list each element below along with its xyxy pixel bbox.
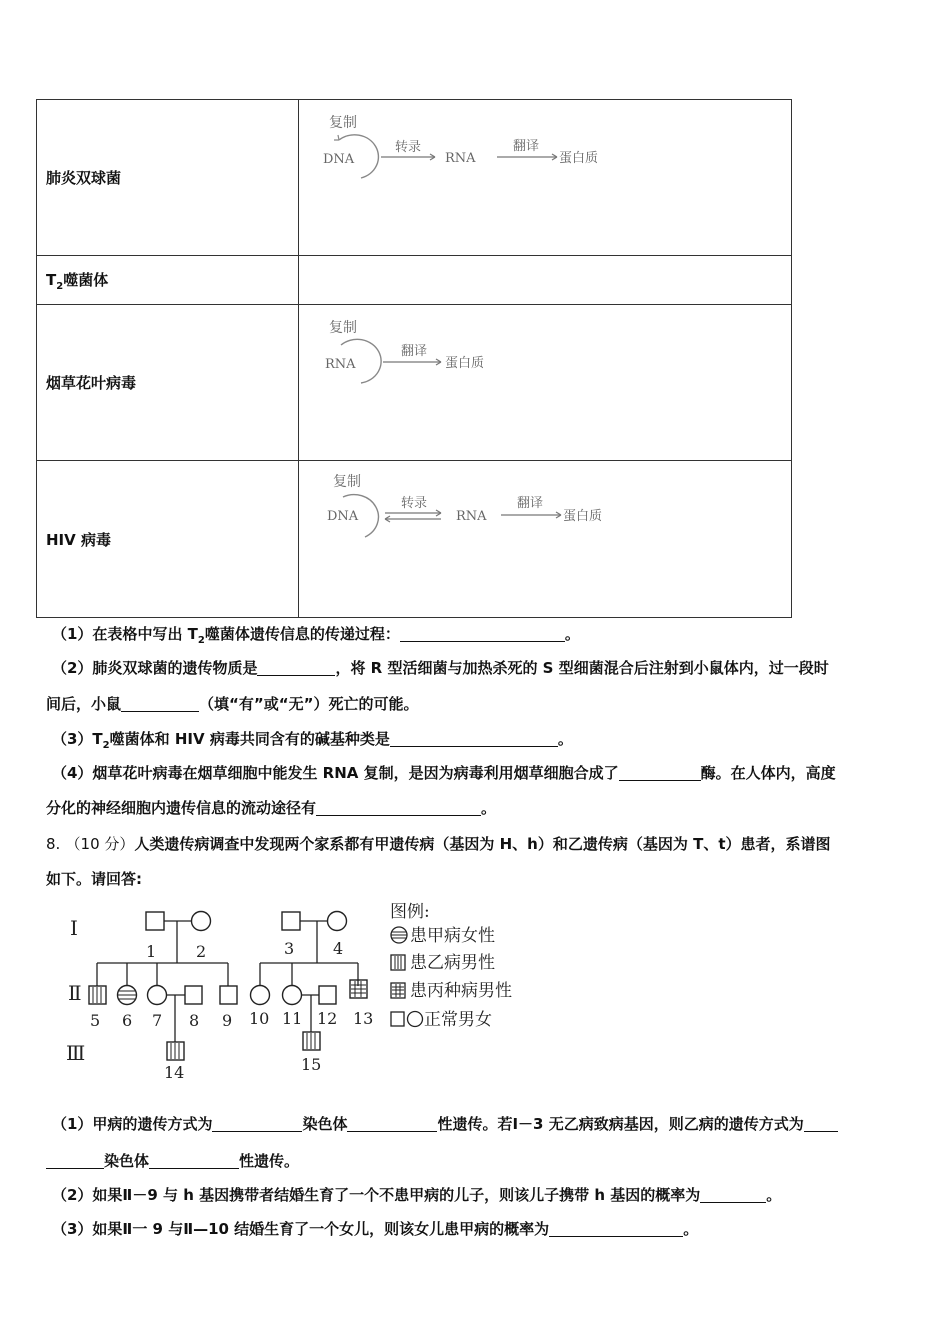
- individual-8: [185, 986, 202, 1004]
- q8-sub2: （2）如果Ⅱ－9 与 h 基因携带者结婚生育了一个不患甲病的儿子，则该儿子携带 h 基因的概率为 。: [52, 1186, 782, 1204]
- legend-item-4: 正常男女: [424, 1010, 492, 1030]
- id-7: 7: [152, 1011, 163, 1030]
- t2-diagram-empty-cell[interactable]: [299, 256, 792, 305]
- transcribe-label: 转录: [401, 496, 428, 511]
- answer-blank[interactable]: [149, 1153, 239, 1169]
- id-9: 9: [222, 1011, 233, 1030]
- copy-label: 复制: [333, 474, 361, 490]
- q8-stem: 8. （10 分）人类遗传病调查中发现两个家系都有甲遗传病（基因为 H、h）和乙遗传病（基因为 T、t）患者，系谱图: [46, 835, 831, 853]
- individual-7: [148, 986, 167, 1005]
- translate-label: 翻译: [517, 496, 544, 511]
- flow-diagram: [299, 100, 802, 256]
- q7-sub4: （4）烟草花叶病毒在烟草细胞中能发生 RNA 复制，是因为病毒利用烟草细胞合成了 酶。在人体内，高度: [52, 764, 836, 782]
- id-3: 3: [284, 939, 295, 958]
- gen-label-3: Ⅲ: [66, 1041, 86, 1065]
- diagram-pneumococcus: [299, 100, 792, 256]
- individual-12: [319, 986, 336, 1004]
- id-6: 6: [122, 1011, 133, 1030]
- row-label-hiv: HIV 病毒: [37, 461, 299, 618]
- legend-title: 图例:: [390, 902, 430, 922]
- individual-9: [220, 986, 237, 1004]
- translate-label: 翻译: [513, 139, 540, 154]
- diagram-tmv: [299, 305, 792, 461]
- copy-label: 复制: [329, 320, 357, 336]
- answer-blank[interactable]: [257, 660, 335, 676]
- q7-sub1: （1）在表格中写出 $T_2$噬菌体遗传信息的传递过程： 。: [52, 625, 580, 646]
- individual-10: [251, 986, 270, 1005]
- id-4: 4: [333, 939, 344, 958]
- id-10: 10: [249, 1009, 270, 1028]
- id-2: 2: [196, 942, 207, 961]
- id-1: 1: [146, 942, 157, 961]
- id-11: 11: [282, 1009, 303, 1028]
- q8-stem-cont: 如下。请回答:: [46, 870, 142, 888]
- q8-sub1-cont: 染色体 性遗传。: [46, 1150, 299, 1171]
- node-protein: 蛋白质: [445, 356, 485, 371]
- answer-blank[interactable]: [347, 1116, 437, 1132]
- answer-blank[interactable]: [212, 1116, 302, 1132]
- individual-11: [283, 986, 302, 1005]
- node-rna: RNA: [445, 151, 476, 166]
- row-label-t2-phage: $T_2$噬菌体: [37, 256, 299, 305]
- q7-sub2-cont: 间后，小鼠 （填“有”或“无”）死亡的可能。: [46, 695, 419, 713]
- genetic-info-table: [36, 99, 792, 618]
- row-label-tmv: 烟草花叶病毒: [37, 305, 299, 461]
- id-5: 5: [90, 1011, 101, 1030]
- answer-blank[interactable]: [700, 1187, 766, 1203]
- answer-blank[interactable]: [619, 765, 701, 781]
- q8-sub3: （3）如果Ⅱ一 9 与Ⅱ—10 结婚生育了一个女儿，则该女儿患甲病的概率为 。: [52, 1220, 699, 1238]
- flow-diagram: [299, 461, 802, 618]
- pedigree-chart: [60, 900, 540, 1085]
- individual-4: [328, 912, 347, 931]
- id-13: 13: [353, 1009, 374, 1028]
- answer-blank[interactable]: [804, 1116, 838, 1132]
- answer-blank[interactable]: [46, 1153, 104, 1169]
- diagram-hiv: [299, 461, 792, 618]
- individual-2: [192, 912, 211, 931]
- id-12: 12: [317, 1009, 338, 1028]
- gen-label-1: Ⅰ: [70, 916, 78, 940]
- legend-item-1: 患甲病女性: [410, 926, 495, 946]
- flow-diagram: [299, 305, 802, 461]
- node-rna: RNA: [456, 509, 487, 524]
- answer-blank[interactable]: [121, 696, 199, 712]
- transcribe-label: 转录: [395, 140, 422, 155]
- answer-blank[interactable]: [316, 800, 481, 816]
- id-8: 8: [189, 1011, 200, 1030]
- node-protein: 蛋白质: [559, 151, 599, 166]
- translate-label: 翻译: [401, 344, 428, 359]
- row-label-pneumococcus: 肺炎双球菌: [37, 100, 299, 256]
- answer-blank[interactable]: [549, 1221, 683, 1237]
- legend-item-2: 患乙病男性: [410, 953, 495, 973]
- legend-symbol-d-circle: [408, 1012, 423, 1027]
- copy-label: 复制: [329, 115, 357, 131]
- individual-1: [146, 912, 164, 930]
- q7-sub2: （2）肺炎双球菌的遗传物质是 ，将 R 型活细菌与加热杀死的 S 型细菌混合后注射到小鼠体内，过一段时: [52, 659, 829, 677]
- answer-blank[interactable]: [400, 626, 565, 642]
- answer-blank[interactable]: [390, 731, 558, 747]
- node-dna: DNA: [323, 152, 355, 167]
- individual-3: [282, 912, 300, 930]
- node-dna: DNA: [327, 509, 359, 524]
- legend-symbol-d-square: [391, 1012, 404, 1026]
- node-rna: RNA: [325, 357, 356, 372]
- id-14: 14: [164, 1063, 185, 1082]
- q7-sub4-cont: 分化的神经细胞内遗传信息的流动途径有 。: [46, 799, 497, 817]
- legend-item-3: 患丙种病男性: [410, 981, 512, 1001]
- gen-label-2: Ⅱ: [68, 981, 82, 1005]
- id-15: 15: [301, 1055, 322, 1074]
- q7-sub3: $(3)T_2$噬菌体和 HIV 病毒共同含有的碱基种类是 。: [52, 730, 573, 751]
- q8-sub1: （1）甲病的遗传方式为 染色体 性遗传。若Ⅰ－3 无乙病致病基因，则乙病的遗传方式为: [52, 1113, 838, 1134]
- node-protein: 蛋白质: [563, 509, 603, 524]
